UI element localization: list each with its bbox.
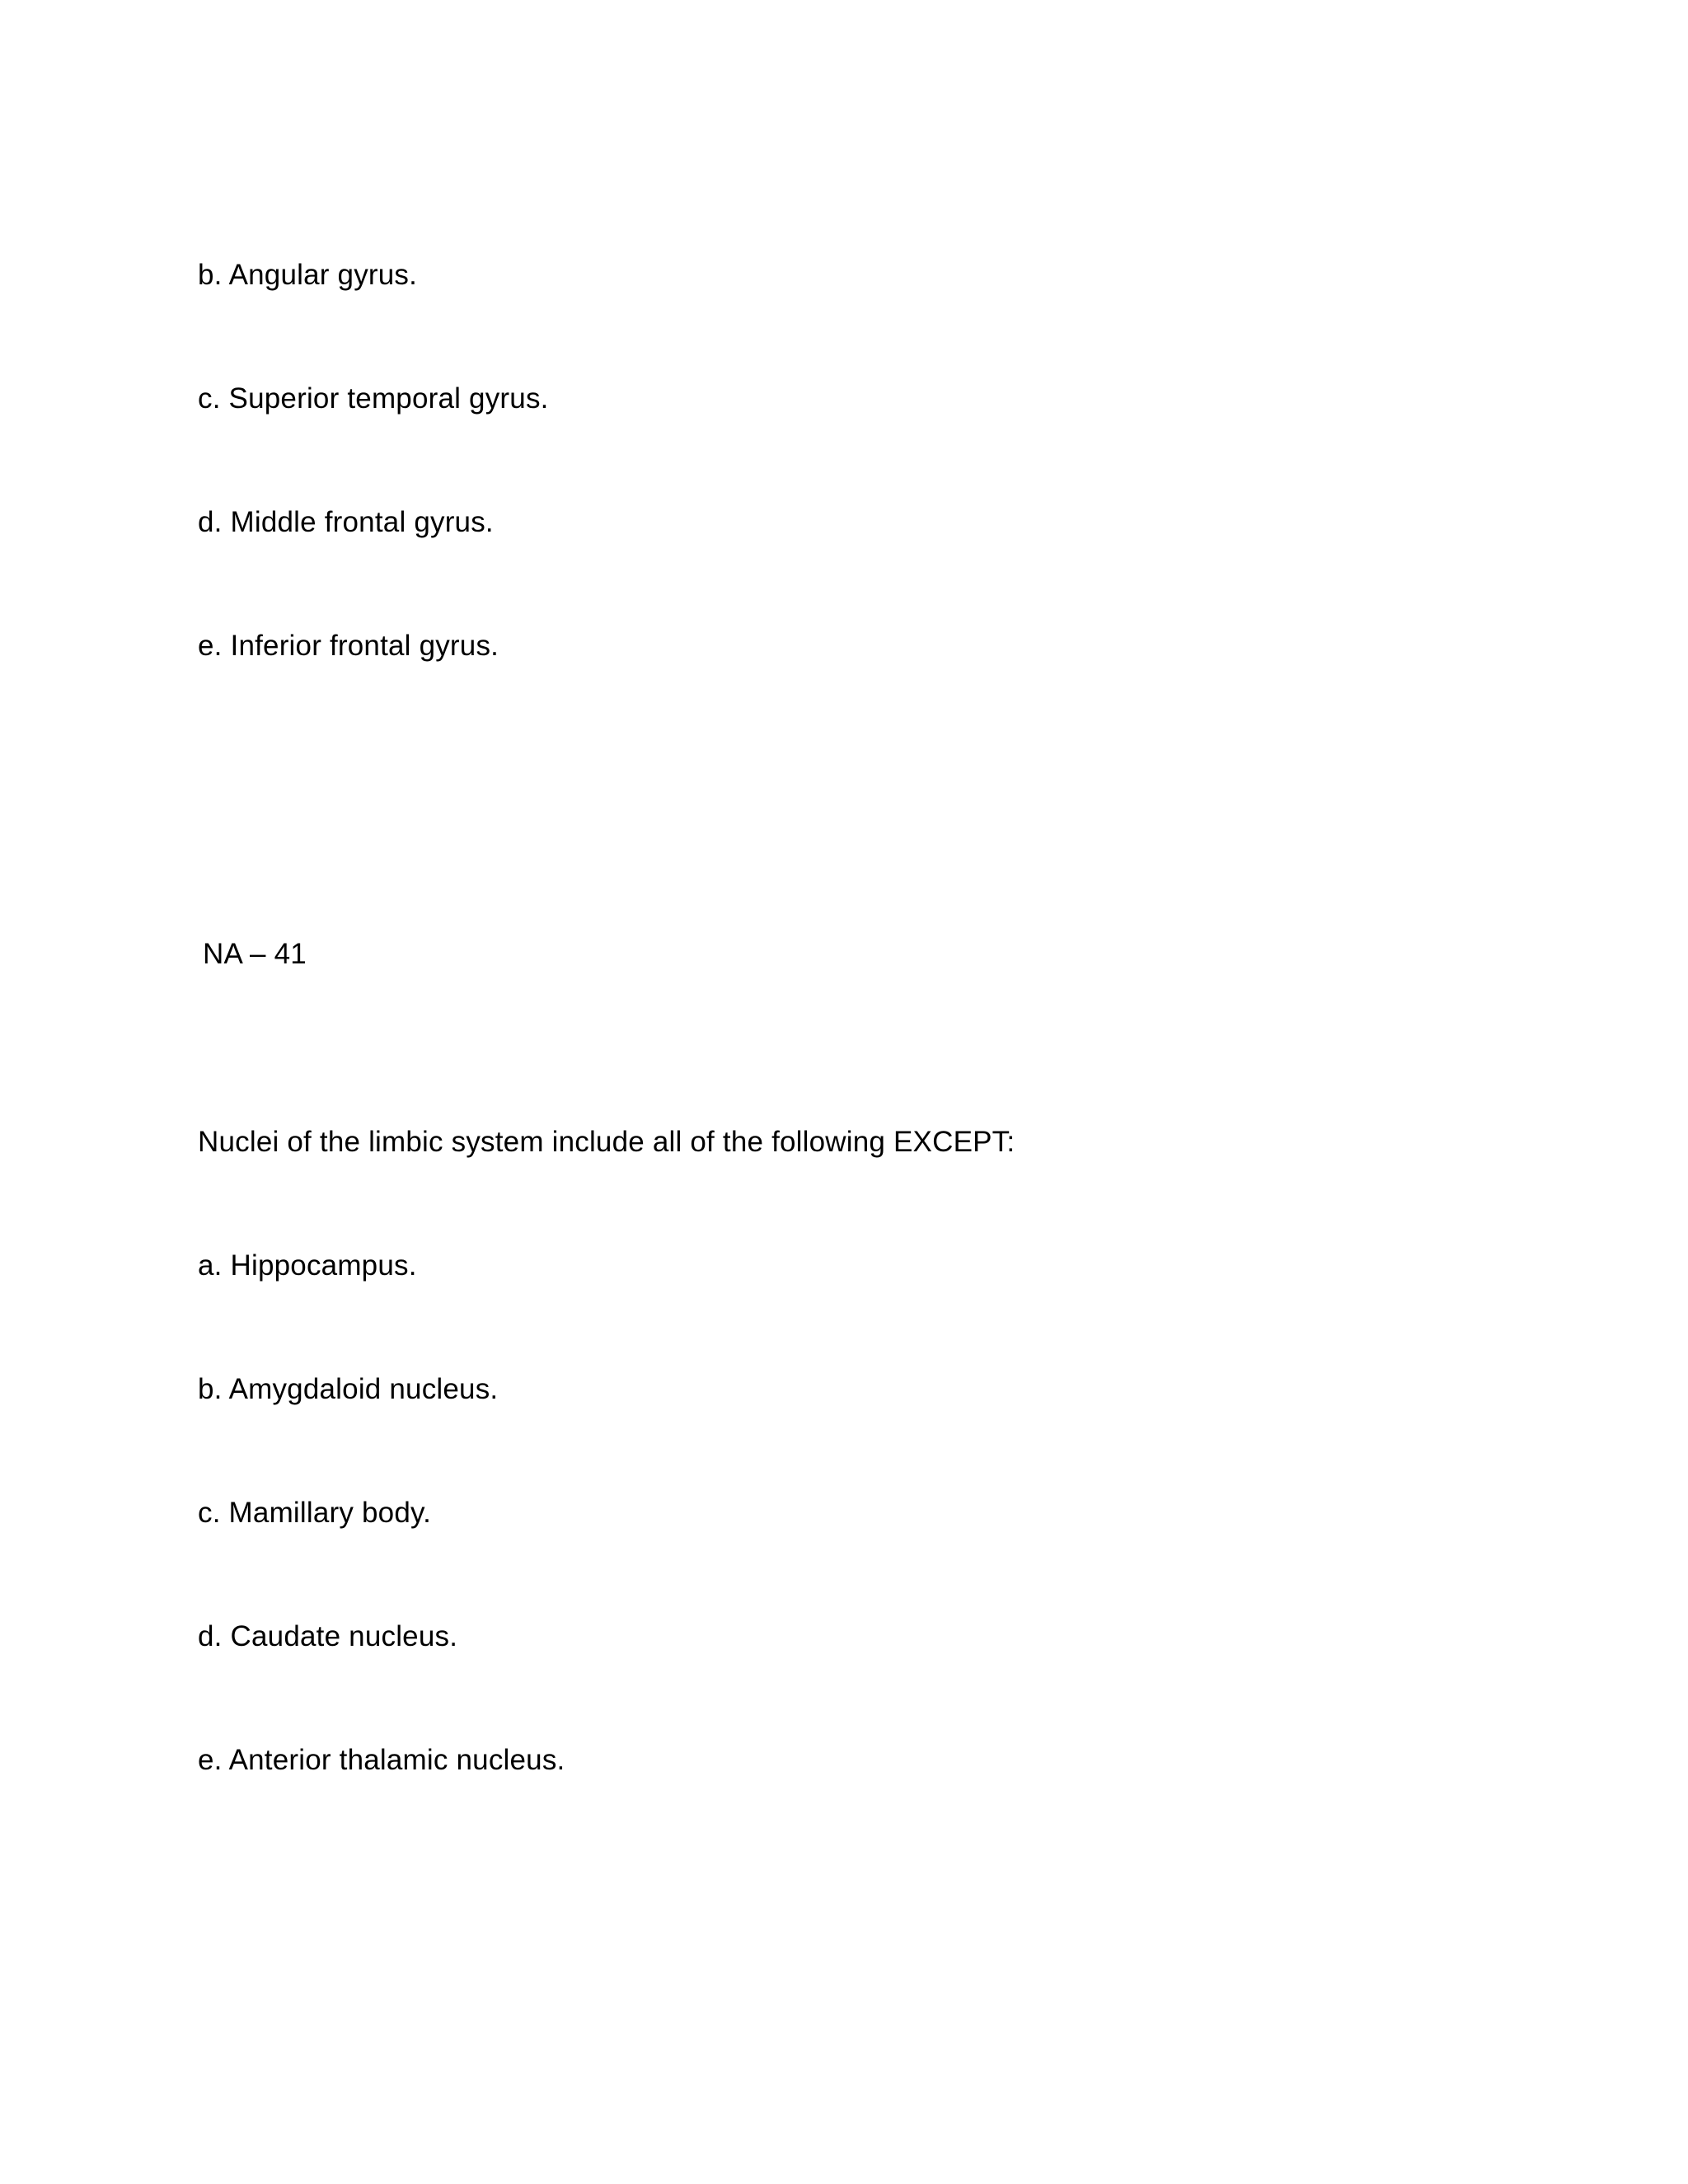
option-c-superior-temporal-gyrus: c. Superior temporal gyrus. [198,382,549,415]
option-b: b. Amygdaloid nucleus. [198,1373,499,1405]
option-b-angular-gyrus: b. Angular gyrus. [198,259,418,291]
option-a: a. Hippocampus. [198,1249,417,1282]
option-e: e. Anterior thalamic nucleus. [198,1744,565,1776]
option-d-middle-frontal-gyrus: d. Middle frontal gyrus. [198,506,494,538]
option-c: c. Mamillary body. [198,1497,432,1529]
option-d: d. Caudate nucleus. [198,1620,458,1652]
question-label: NA – 41 [203,938,307,970]
question-stem: Nuclei of the limbic system include all of the following EXCEPT: [198,1126,1015,1158]
option-e-inferior-frontal-gyrus: e. Inferior frontal gyrus. [198,630,499,662]
